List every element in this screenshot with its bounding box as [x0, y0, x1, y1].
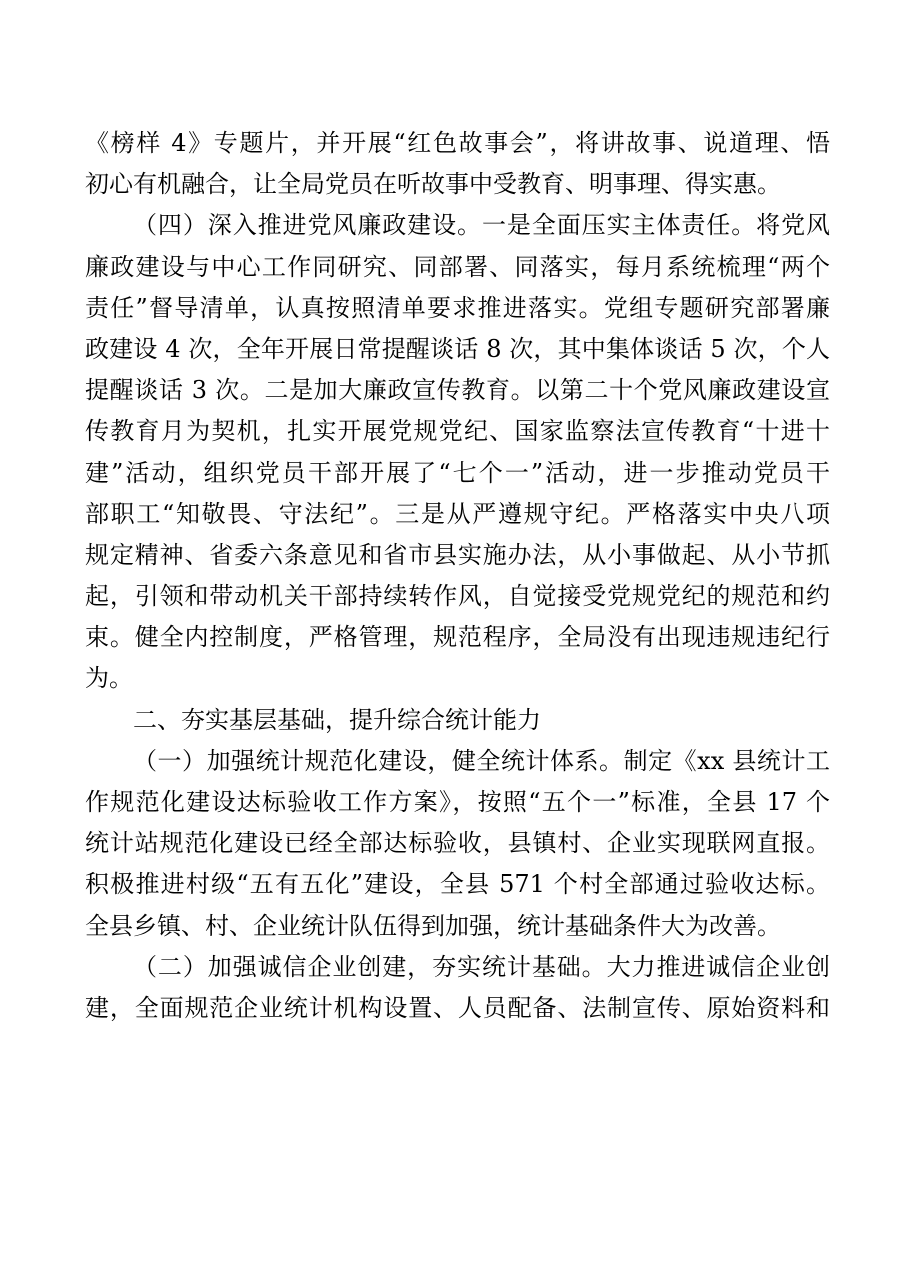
text-line: 积极推进村级“五有五化”建设，全县 571 个村全部通过验收达标。: [85, 870, 830, 899]
text-line: 规定精神、省委六条意见和省市县实施办法，从小事做起、从小节抓: [85, 540, 830, 569]
text-line: 部职工“知敬畏、守法纪”。三是从严遵规守纪。严格落实中央八项: [85, 499, 830, 528]
text-line: 廉政建设与中心工作同研究、同部署、同落实，每月系统梳理“两个: [85, 252, 830, 281]
text-line: （二）加强诚信企业创建，夯实统计基础。大力推进诚信企业创: [133, 952, 830, 981]
text-line: 全县乡镇、村、企业统计队伍得到加强，统计基础条件大为改善。: [85, 911, 781, 940]
text-line: 《榜样 4》专题片，并开展“红色故事会”，将讲故事、说道理、悟: [85, 129, 830, 157]
text-line: 传教育月为契机，扎实开展党规党纪、国家监察法宣传教育“十进十: [85, 417, 830, 446]
text-line: （一）加强统计规范化建设，健全统计体系。制定《xx 县统计工: [133, 746, 830, 775]
text-line: 建”活动，组织党员干部开展了“七个一”活动，进一步推动党员干: [85, 458, 830, 487]
section-heading: 二、夯实基层基础，提升综合统计能力: [133, 705, 541, 734]
text-line: （四）深入推进党风廉政建设。一是全面压实主体责任。将党风: [133, 211, 830, 240]
document-body: [85, 123, 830, 1029]
text-line: 责任”督导清单，认真按照清单要求推进落实。党组专题研究部署廉: [85, 293, 830, 322]
text-line: 束。健全内控制度，严格管理，规范程序，全局没有出现违规违纪行: [85, 623, 830, 652]
text-line: 初心有机融合，让全局党员在听故事中受教育、明事理、得实惠。: [85, 170, 781, 199]
text-line: 提醒谈话 3 次。二是加大廉政宣传教育。以第二十个党风廉政建设宣: [85, 376, 830, 405]
text-line: 起，引领和带动机关干部持续转作风，自觉接受党规党纪的规范和约: [85, 582, 830, 611]
text-line: 作规范化建设达标验收工作方案》，按照“五个一”标准，全县 17 个: [85, 788, 830, 816]
text-line: 政建设 4 次，全年开展日常提醒谈话 8 次，其中集体谈话 5 次，个人: [85, 334, 830, 363]
text-line: 统计站规范化建设已经全部达标验收，县镇村、企业实现联网直报。: [85, 829, 830, 858]
text-line: 建，全面规范企业统计机构设置、人员配备、法制宣传、原始资料和: [85, 993, 830, 1022]
text-line: 为。: [85, 664, 133, 693]
